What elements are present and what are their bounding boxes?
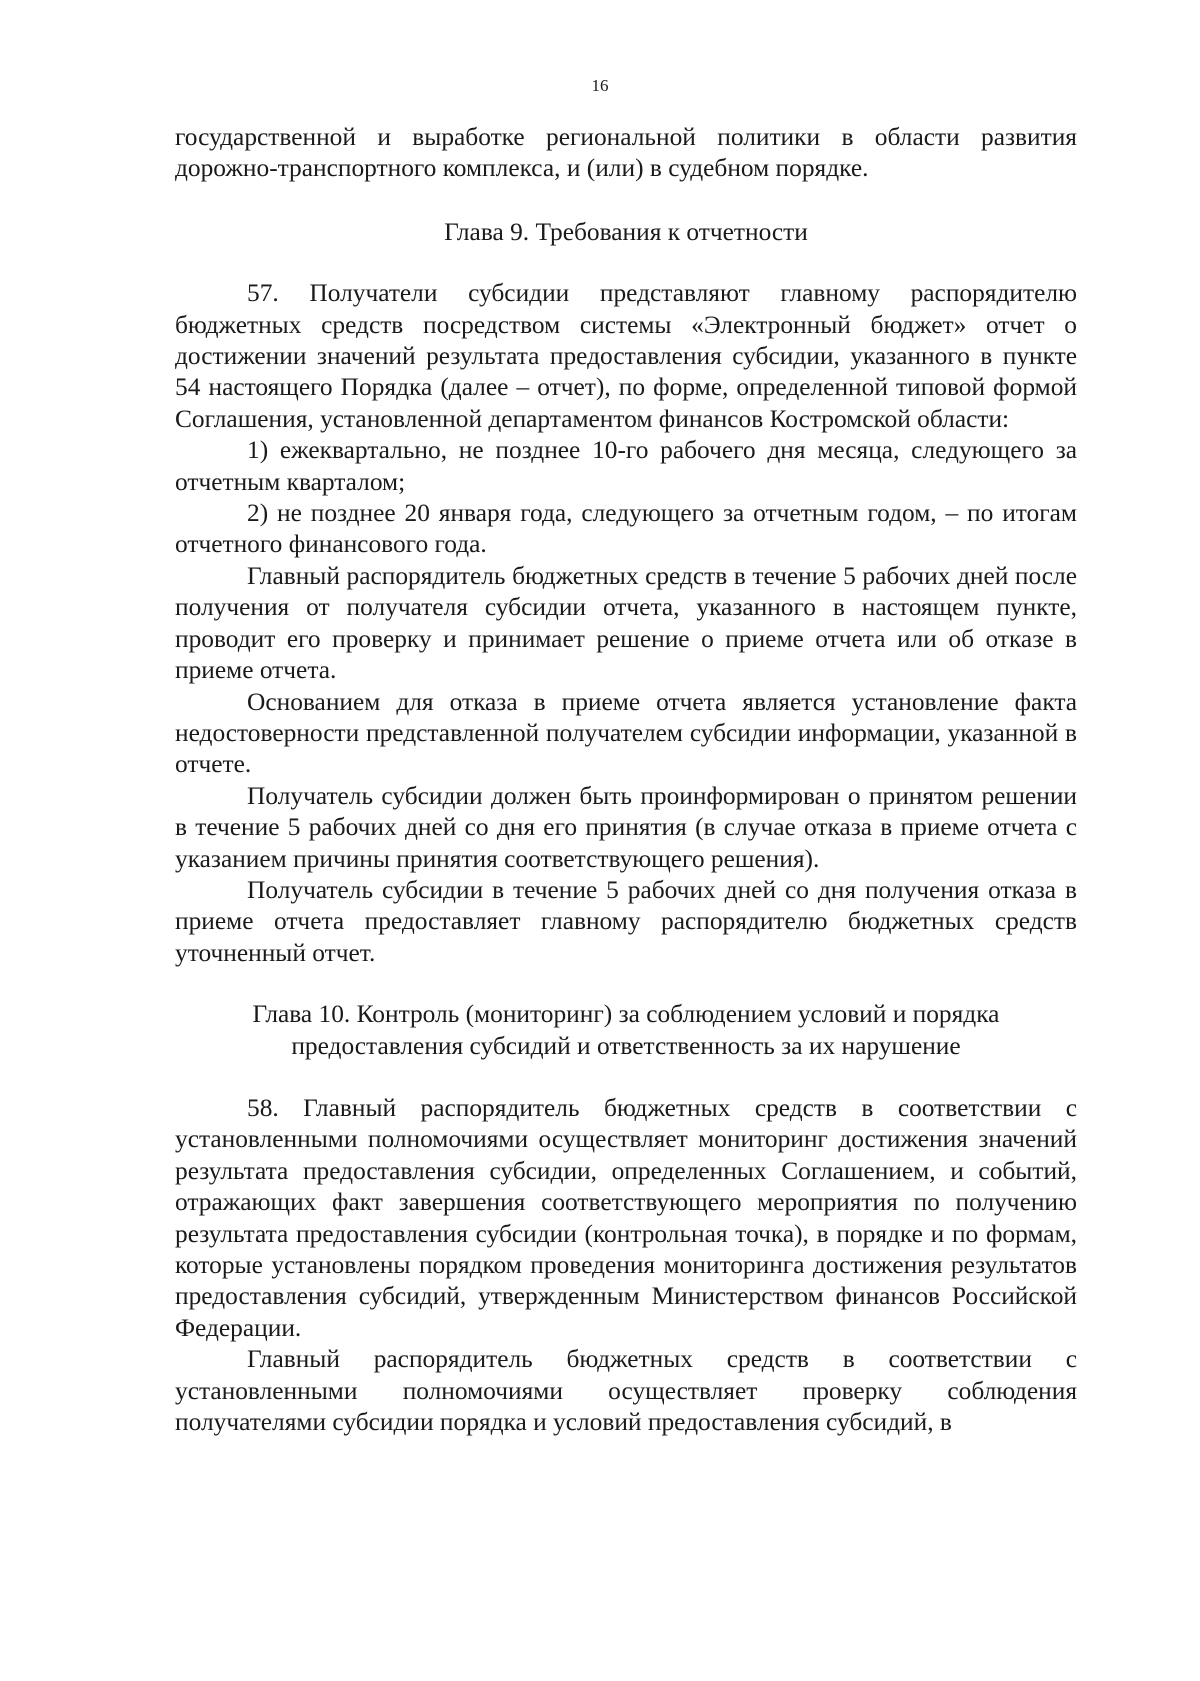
paragraph-refusal-grounds: Основанием для отказа в приеме отчета является установление факта недостоверности представленной получателем субсидии информации, указанной в отчете.: [175, 687, 1077, 779]
paragraph-corrected-report: Получатель субсидии в течение 5 рабочих дней со дня получения отказа в приеме отчета предоставляет главному распорядителю бюджетных средств уточненный отчет.: [175, 875, 1077, 967]
chapter-10-heading-line-2: предоставления субсидий и ответственность за их нарушение: [291, 1031, 961, 1060]
chapter-10-heading: [175, 999, 1077, 1062]
chapter-10-heading-line-1: Глава 10. Контроль (мониторинг) за соблюдением условий и порядка: [252, 1000, 1000, 1029]
paragraph-57-item-2: 2) не позднее 20 января года, следующего за отчетным годом, – по итогам отчетного финансового года.: [175, 499, 1077, 559]
document-body: [175, 122, 1077, 1438]
chapter-9-heading: Глава 9. Требования к отчетности: [444, 217, 808, 246]
paragraph-notification: Получатель субсидии должен быть проинформирован о принятом решении в течение 5 рабочих дней со дня его принятия (в случае отказа в приеме отчета с указанием причины принятия соответствующего решения).: [175, 781, 1077, 873]
paragraph-57: 57. Получатели субсидии представляют главному распорядителю бюджетных средств посредством системы «Электронный бюджет» отчет о достижении значений результата предоставления субсидии, указанного в пункте 54 настоящего Порядка (далее – отчет), по форме, определенной типовой формой Соглашения, установленной департаментом финансов Костромской области:: [175, 279, 1077, 433]
paragraph-58: 58. Главный распорядитель бюджетных средств в соответствии с установленными полномочиями осуществляет мониторинг достижения значений результата предоставления субсидии, определенных Соглашением, и событий, отражающих факт завершения соответствующего мероприятия по получению результата предоставления субсидии (контрольная точка), в порядке и по формам, которые установлены порядком проведения мониторинга достижения результатов предоставления субсидий, утвержденным Министерством финансов Российской Федерации.: [175, 1093, 1077, 1342]
paragraph-57-item-1: 1) ежеквартально, не позднее 10-го рабочего дня месяца, следующего за отчетным кварталом;: [175, 436, 1077, 496]
page-number: 16: [591, 76, 609, 95]
paragraph-review: Главный распорядитель бюджетных средств в течение 5 рабочих дней после получения от получателя субсидии отчета, указанного в настоящем пункте, проводит его проверку и принимает решение о приеме отчета или об отказе в приеме отчета.: [175, 561, 1077, 685]
paragraph-compliance-check: Главный распорядитель бюджетных средств в соответствии с установленными полномочиями осуществляет проверку соблюдения получателями субсидии порядка и условий предоставления субсидий, в: [175, 1345, 1077, 1437]
paragraph-continuation: государственной и выработке региональной политики в области развития дорожно-транспортного комплекса, и (или) в судебном порядке.: [175, 123, 1077, 183]
